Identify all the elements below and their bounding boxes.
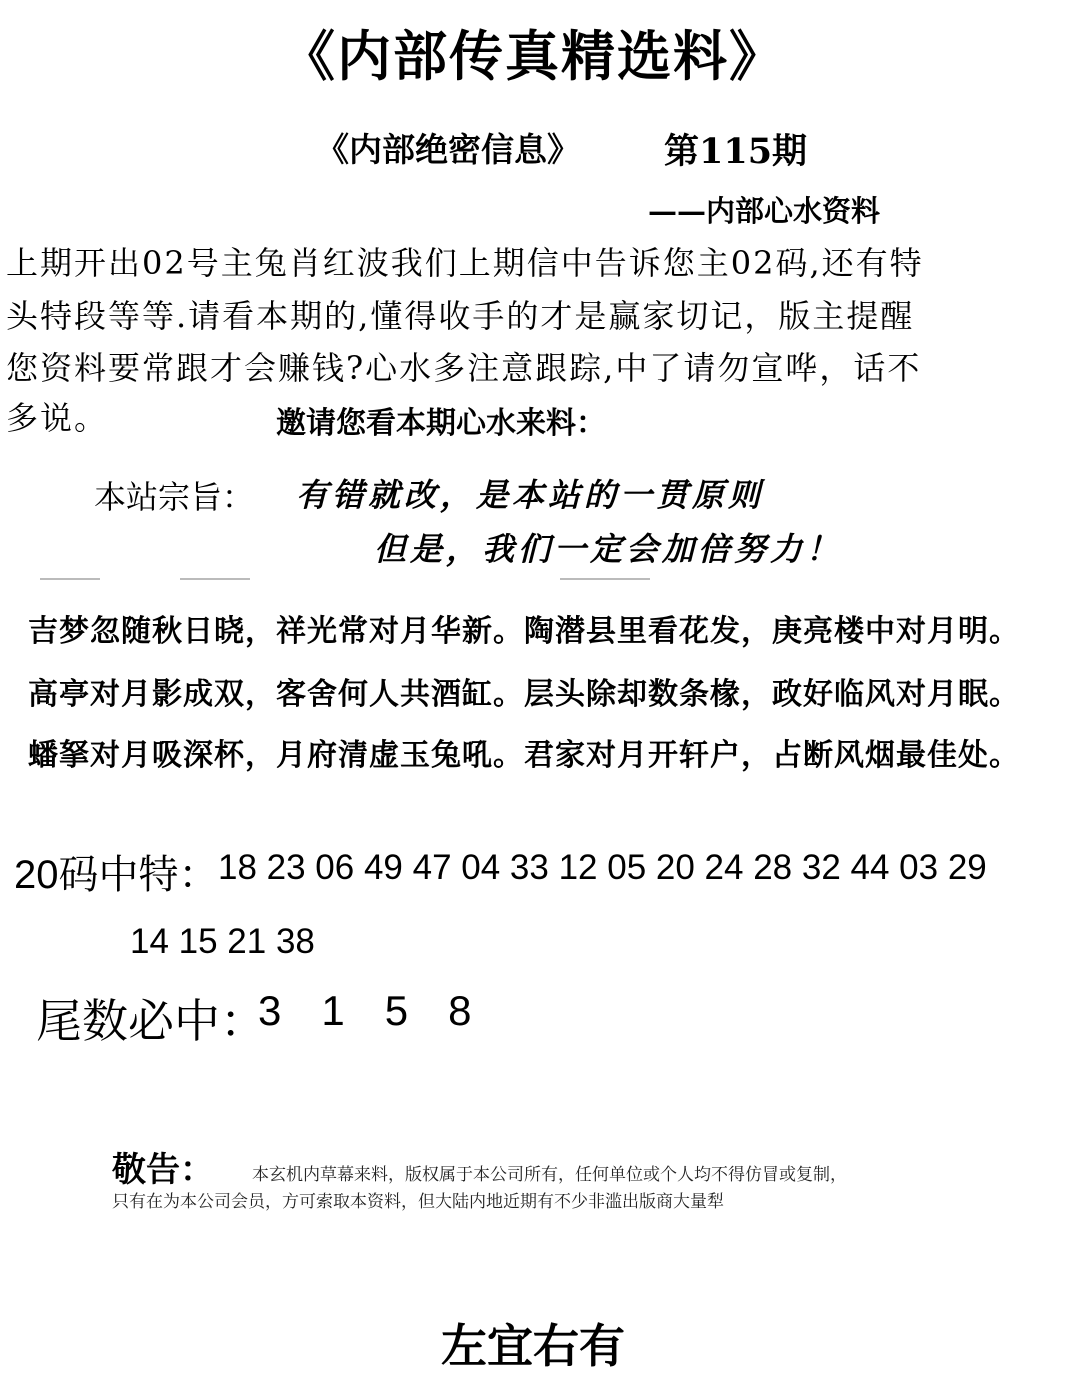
tail-label: 尾数必中： [36, 994, 266, 1048]
notice-text: 只有在为本公司会员，方可索取本资料，但大陆内地近期有不少非滥出版商大量犁 [112, 1192, 724, 1212]
notice-label: 敬告： [112, 1150, 214, 1190]
subtitle: 《内部绝密信息》 [316, 130, 580, 169]
tail-digit: 8 [448, 987, 474, 1034]
divider [560, 578, 650, 580]
tail-digits [258, 987, 511, 1035]
invite-text: 邀请您看本期心水来料： [276, 406, 606, 441]
source-label: ——内部心水资料 [648, 194, 881, 228]
picks-label [14, 843, 219, 900]
tail-digit: 5 [384, 987, 411, 1034]
tail-digit: 1 [321, 987, 347, 1034]
motto-line: 有错就改，是本站的一贯原则 [296, 476, 765, 514]
tail-digit: 3 [258, 987, 284, 1034]
intro-line: 上期开出02号主兔肖红波我们上期信中告诉您主02码,还有特 [6, 244, 924, 282]
issue-number: 第115期 [664, 131, 808, 172]
intro-line: 头特段等等.请看本期的,懂得收手的才是赢家切记，版主提醒 [6, 297, 915, 335]
page-title: 《内部传真精选料》 [281, 24, 785, 88]
motto-line: 但是，我们一定会加倍努力！ [374, 530, 843, 568]
picks-label-number: 20 [14, 853, 59, 897]
intro-line: 多说。 [6, 399, 109, 437]
poem-line: 蟠拏对月吸深杯，月府清虚玉兔吼。君家对月开轩户，占断风烟最佳处。 [28, 738, 1020, 773]
picks-label-text: 码中特： [58, 852, 219, 898]
footer-text: 左宜右有 [441, 1319, 625, 1373]
notice-text: 本玄机内草幕来料，版权属于本公司所有，任何单位或个人均不得仿冒或复制， [252, 1165, 847, 1185]
intro-line: 您资料要常跟才会赚钱?心水多注意跟踪,中了请勿宣哗，话不 [6, 349, 922, 387]
picks-numbers: 14 15 21 38 [130, 922, 315, 961]
picks-numbers: 18 23 06 49 47 04 33 12 05 20 24 28 32 44 03 29 [218, 848, 987, 887]
poem-line: 吉梦忽随秋日晓，祥光常对月华新。陶潜县里看花发，庚亮楼中对月明。 [28, 614, 1020, 649]
divider [40, 578, 100, 580]
poem-line: 高亭对月影成双，客舍何人共酒缸。层头除却数条椽，政好临风对月眠。 [28, 677, 1020, 712]
motto-label: 本站宗旨： [94, 478, 255, 516]
divider [180, 578, 250, 580]
